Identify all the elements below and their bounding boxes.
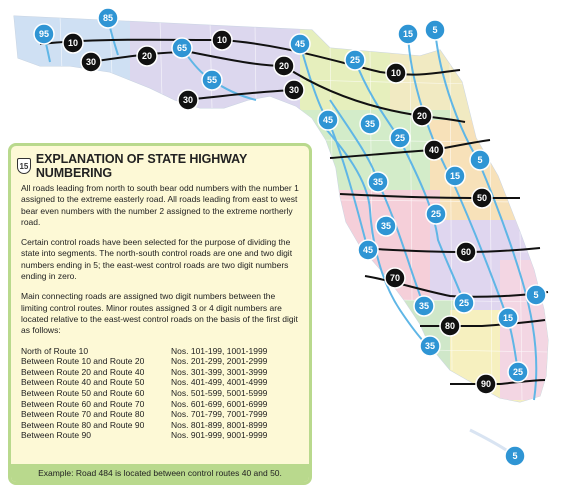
shield-60 [456,242,476,262]
shield-45-lower [376,216,396,236]
svg-text:70: 70 [389,273,401,283]
svg-text:65: 65 [176,43,188,53]
shield-5-south [526,285,546,305]
svg-text:35: 35 [418,301,430,311]
svg-text:20: 20 [141,51,153,61]
svg-text:20: 20 [278,61,290,71]
svg-text:25: 25 [349,55,361,65]
svg-text:5: 5 [477,155,483,165]
svg-text:5: 5 [533,290,539,300]
svg-text:25: 25 [512,367,524,377]
svg-text:10: 10 [67,38,79,48]
svg-text:40: 40 [428,145,440,155]
svg-text:25: 25 [458,298,470,308]
shield-55-mid [318,110,338,130]
shield-30-east [284,80,304,100]
table-row [21,356,301,367]
svg-text:45: 45 [362,245,374,255]
svg-text:20: 20 [416,111,428,121]
table-row [21,388,301,399]
svg-text:25: 25 [430,209,442,219]
svg-text:5: 5 [512,451,518,461]
svg-text:30: 30 [182,95,194,105]
range-cell: North of Route 10 [21,345,89,356]
svg-text:15: 15 [449,171,461,181]
table-row [21,409,301,420]
shield-45-south [420,336,440,356]
state-road-shield-icon: 15 [17,158,31,174]
range-cell: Between Route 70 and Route 80 [21,409,145,420]
shield-75 [172,38,192,58]
shield-25-keys [508,362,528,382]
shield-5-north [425,20,445,40]
panel-header [11,146,309,183]
explanation-panel [8,143,312,485]
numbers-cell: Nos. 101-199, 1001-1999 [171,345,268,356]
range-cell: Between Route 10 and Route 20 [21,356,145,367]
shield-70 [385,268,405,288]
example-footer: Example: Road 484 is located between control routes 40 and 50. [11,464,309,482]
shield-65 [202,70,222,90]
table-row [21,377,301,388]
numbering-table [21,346,301,441]
svg-text:55: 55 [206,75,218,85]
shield-25-lower [426,204,446,224]
svg-text:95: 95 [38,29,50,39]
range-cell: Between Route 90 [21,430,91,441]
svg-text:35: 35 [424,341,436,351]
svg-text:25: 25 [394,133,406,143]
svg-text:10: 10 [216,35,228,45]
svg-text:50: 50 [476,193,488,203]
shield-5-mid [470,150,490,170]
svg-text:15: 15 [402,29,414,39]
numbers-cell: Nos. 901-999, 9001-9999 [171,430,268,441]
shield-10-mid [212,30,232,50]
svg-text:45: 45 [294,39,306,49]
shield-15-south [498,308,518,328]
svg-text:10: 10 [390,68,402,78]
svg-text:5: 5 [432,25,438,35]
range-cell: Between Route 40 and Route 50 [21,377,145,388]
numbers-cell: Nos. 701-799, 7001-7999 [171,409,268,420]
shield-25-south [454,293,474,313]
shield-15-north [398,24,418,44]
shield-10-west [63,33,83,53]
table-row [21,430,301,441]
table-row [21,346,301,357]
svg-text:35: 35 [364,119,376,129]
svg-text:45: 45 [322,115,334,125]
shield-15-mid [445,166,465,186]
table-row [21,399,301,410]
explanation-paragraph-1: All roads leading from north to south bear odd numbers with the number 1 assigned to the extreme easterly road. All roads leading from east to west bear even numbers with the number 2 assigned to the extreme northerly road. [21,183,299,227]
shield-20-west [137,46,157,66]
numbers-cell: Nos. 401-499, 4001-4999 [171,377,268,388]
shield-35-mid [368,172,388,192]
shield-35-south [414,296,434,316]
range-cell: Between Route 80 and Route 90 [21,419,145,430]
svg-text:35: 35 [380,221,392,231]
shield-85 [98,8,118,28]
panel-title: EXPLANATION OF STATE HIGHWAY NUMBERING [35,152,247,180]
shield-25-north [345,50,365,70]
shield-95 [34,24,54,44]
svg-text:30: 30 [85,57,97,67]
shield-10-east [386,63,406,83]
table-row [21,367,301,378]
range-cell: Between Route 20 and Route 40 [21,366,145,377]
range-cell: Between Route 50 and Route 60 [21,387,145,398]
shield-25-mid [390,128,410,148]
svg-text:30: 30 [288,85,300,95]
numbers-cell: Nos. 501-599, 5001-5999 [171,387,268,398]
shield-90 [476,374,496,394]
shield-55-north [290,34,310,54]
shield-30-west [81,52,101,72]
shield-45-mid [360,114,380,134]
shield-55-lower [358,240,378,260]
svg-text:60: 60 [460,247,472,257]
table-row [21,420,301,431]
svg-text:35: 35 [372,177,384,187]
svg-text:15: 15 [502,313,514,323]
numbers-cell: Nos. 301-399, 3001-3999 [171,366,268,377]
svg-text:90: 90 [480,379,492,389]
explanation-paragraph-2: Certain control roads have been selected for the purpose of dividing the state into segments. The north-south control roads are one and two digit numbers ending in 5; the east-west control roads are two digit numbers ending in zero. [21,237,293,282]
svg-text:80: 80 [444,321,456,331]
numbers-cell: Nos. 601-699, 6001-6999 [171,398,268,409]
numbers-cell: Nos. 201-299, 2001-2999 [171,356,268,367]
shield-50 [472,188,492,208]
explanation-paragraph-3: Main connecting roads are assigned two digit numbers between the limiting control routes. Minor routes assigned 3 or 4 digit numbers are located relative to the east-west control roads on the basis of the first digit as follows: [21,291,298,336]
shield-20-east [412,106,432,126]
svg-text:85: 85 [102,13,114,23]
shield-20-mid [274,56,294,76]
shield-80 [440,316,460,336]
range-cell: Between Route 60 and Route 70 [21,398,145,409]
numbers-cell: Nos. 801-899, 8001-8999 [171,419,268,430]
shield-5-keys [505,446,525,466]
shield-30-mid [178,90,198,110]
shield-40 [424,140,444,160]
